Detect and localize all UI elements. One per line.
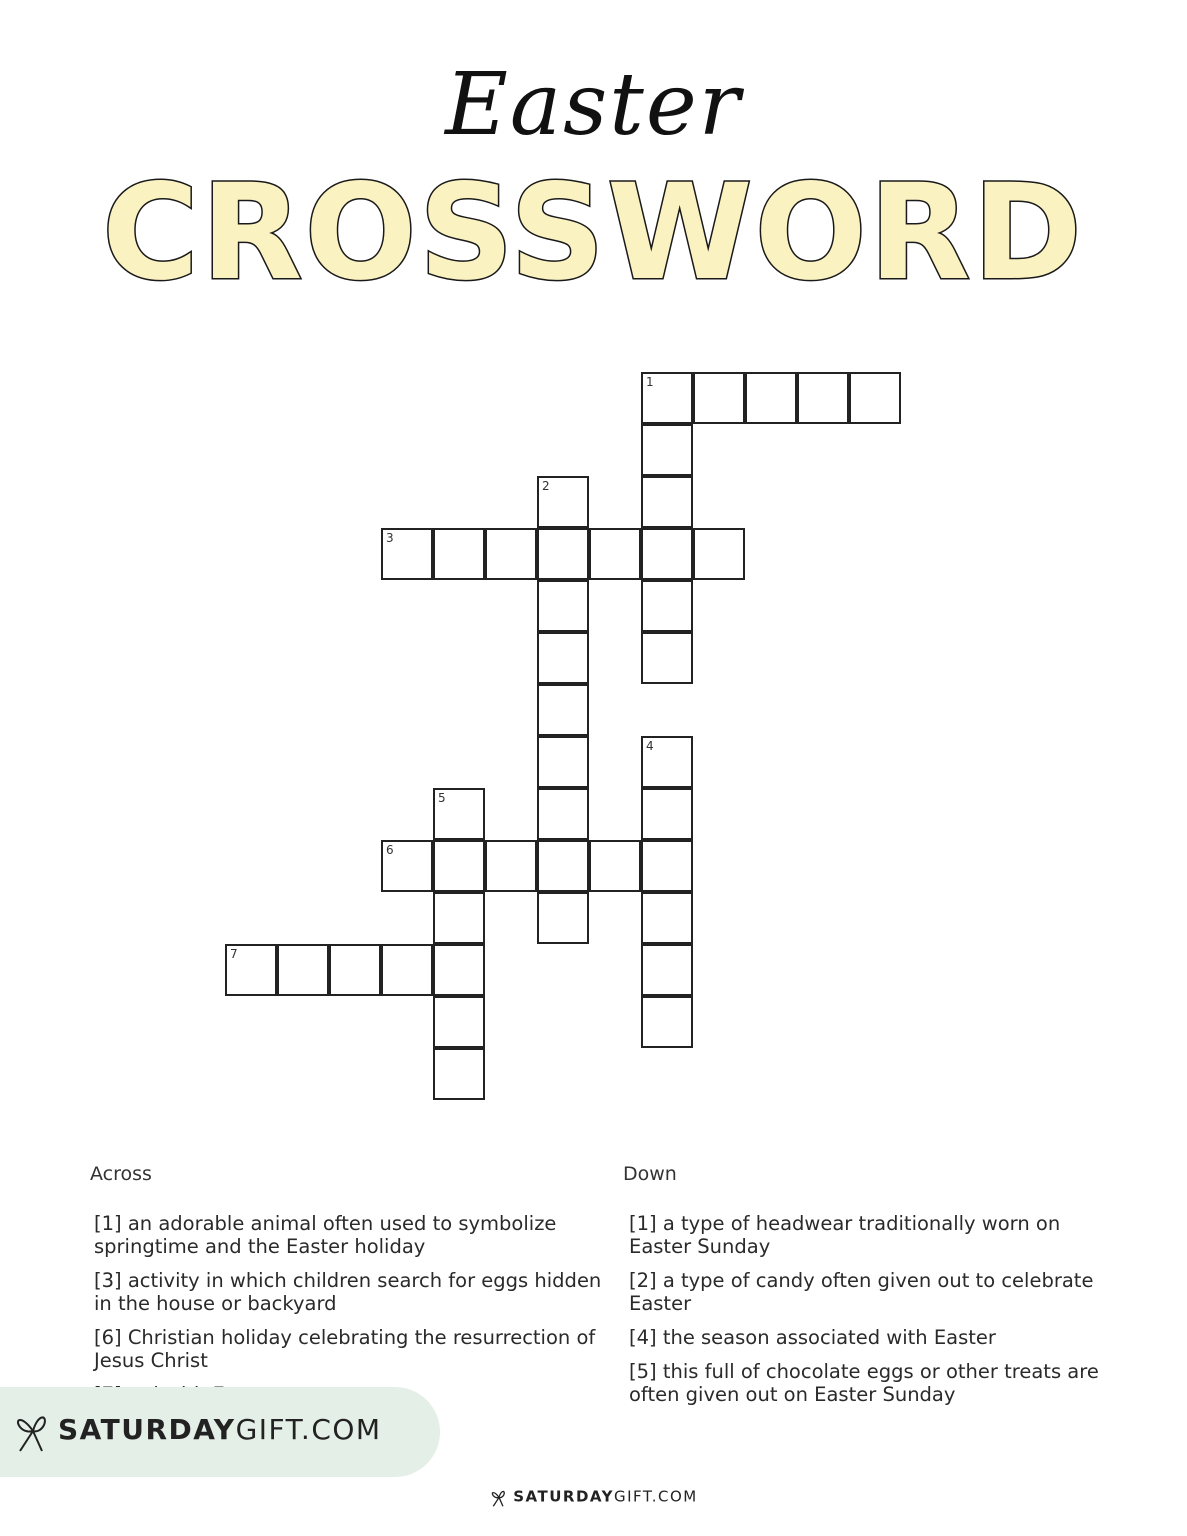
grid-cell[interactable]: [537, 476, 589, 528]
grid-cell[interactable]: [641, 892, 693, 944]
grid-cell[interactable]: [485, 528, 537, 580]
down-clue: [4] the season associated with Easter: [629, 1326, 996, 1349]
grid-cell[interactable]: [433, 528, 485, 580]
down-clue: [2] a type of candy often given out to celebrate Easter: [629, 1269, 1094, 1315]
grid-cell[interactable]: [849, 372, 901, 424]
grid-cell[interactable]: [225, 944, 277, 996]
grid-cell[interactable]: [641, 840, 693, 892]
grid-cell[interactable]: [537, 528, 589, 580]
grid-cell[interactable]: [433, 996, 485, 1048]
clue-number: 4: [646, 739, 654, 753]
grid-cell[interactable]: [381, 528, 433, 580]
down-clue-list: [629, 1212, 1119, 1417]
grid-cell[interactable]: [537, 892, 589, 944]
grid-cell[interactable]: [537, 684, 589, 736]
clue-number: 2: [542, 479, 550, 493]
grid-cell[interactable]: [433, 1048, 485, 1100]
title-crossword: [0, 160, 1187, 310]
grid-cell[interactable]: [641, 632, 693, 684]
grid-cell[interactable]: [381, 840, 433, 892]
grid-cell[interactable]: [537, 840, 589, 892]
clue-number: 5: [438, 791, 446, 805]
grid-cell[interactable]: [537, 788, 589, 840]
clue-number: 1: [646, 375, 654, 389]
grid-cell[interactable]: [537, 736, 589, 788]
across-heading: Across: [90, 1163, 152, 1185]
down-clue: [5] this full of chocolate eggs or other treats are often given out on Easter Sunday: [629, 1360, 1099, 1406]
grid-cell[interactable]: [797, 372, 849, 424]
grid-cell[interactable]: [641, 788, 693, 840]
brand-badge: [0, 1387, 440, 1477]
across-clue: [1] an adorable animal often used to symbolize springtime and the Easter holiday: [94, 1212, 557, 1258]
down-clue: [1] a type of headwear traditionally worn on Easter Sunday: [629, 1212, 1061, 1258]
grid-cell[interactable]: [693, 372, 745, 424]
grid-cell[interactable]: [485, 840, 537, 892]
footer-brand: SATURDAYGIFT.COM: [0, 1486, 1187, 1508]
grid-cell[interactable]: [537, 580, 589, 632]
grid-cell[interactable]: [277, 944, 329, 996]
svg-text:CROSSWORD: CROSSWORD: [102, 160, 1084, 310]
gift-bow-icon: [489, 1486, 509, 1508]
clue-number: 6: [386, 843, 394, 857]
grid-cell[interactable]: [641, 476, 693, 528]
grid-cell[interactable]: [745, 372, 797, 424]
grid-cell[interactable]: [641, 736, 693, 788]
grid-cell[interactable]: [537, 632, 589, 684]
title-script: Easter: [445, 55, 742, 155]
grid-cell[interactable]: [381, 944, 433, 996]
grid-cell[interactable]: [641, 580, 693, 632]
grid-cell[interactable]: [589, 528, 641, 580]
grid-cell[interactable]: [589, 840, 641, 892]
grid-cell[interactable]: [641, 944, 693, 996]
brand-badge-text: SATURDAYGIFT.COM: [58, 1413, 382, 1446]
gift-bow-icon: [12, 1405, 54, 1455]
grid-cell[interactable]: [641, 528, 693, 580]
grid-cell[interactable]: [433, 788, 485, 840]
grid-cell[interactable]: [641, 996, 693, 1048]
grid-cell[interactable]: [433, 944, 485, 996]
grid-cell[interactable]: [329, 944, 381, 996]
grid-cell[interactable]: [641, 424, 693, 476]
grid-cell[interactable]: [433, 892, 485, 944]
grid-cell[interactable]: [693, 528, 745, 580]
down-heading: Down: [623, 1163, 677, 1185]
grid-cell[interactable]: [641, 372, 693, 424]
clue-number: 7: [230, 947, 238, 961]
grid-cell[interactable]: [433, 840, 485, 892]
across-clue: [6] Christian holiday celebrating the resurrection of Jesus Christ: [94, 1326, 596, 1372]
clue-number: 3: [386, 531, 394, 545]
across-clue: [3] activity in which children search for eggs hidden in the house or backyard: [94, 1269, 602, 1315]
